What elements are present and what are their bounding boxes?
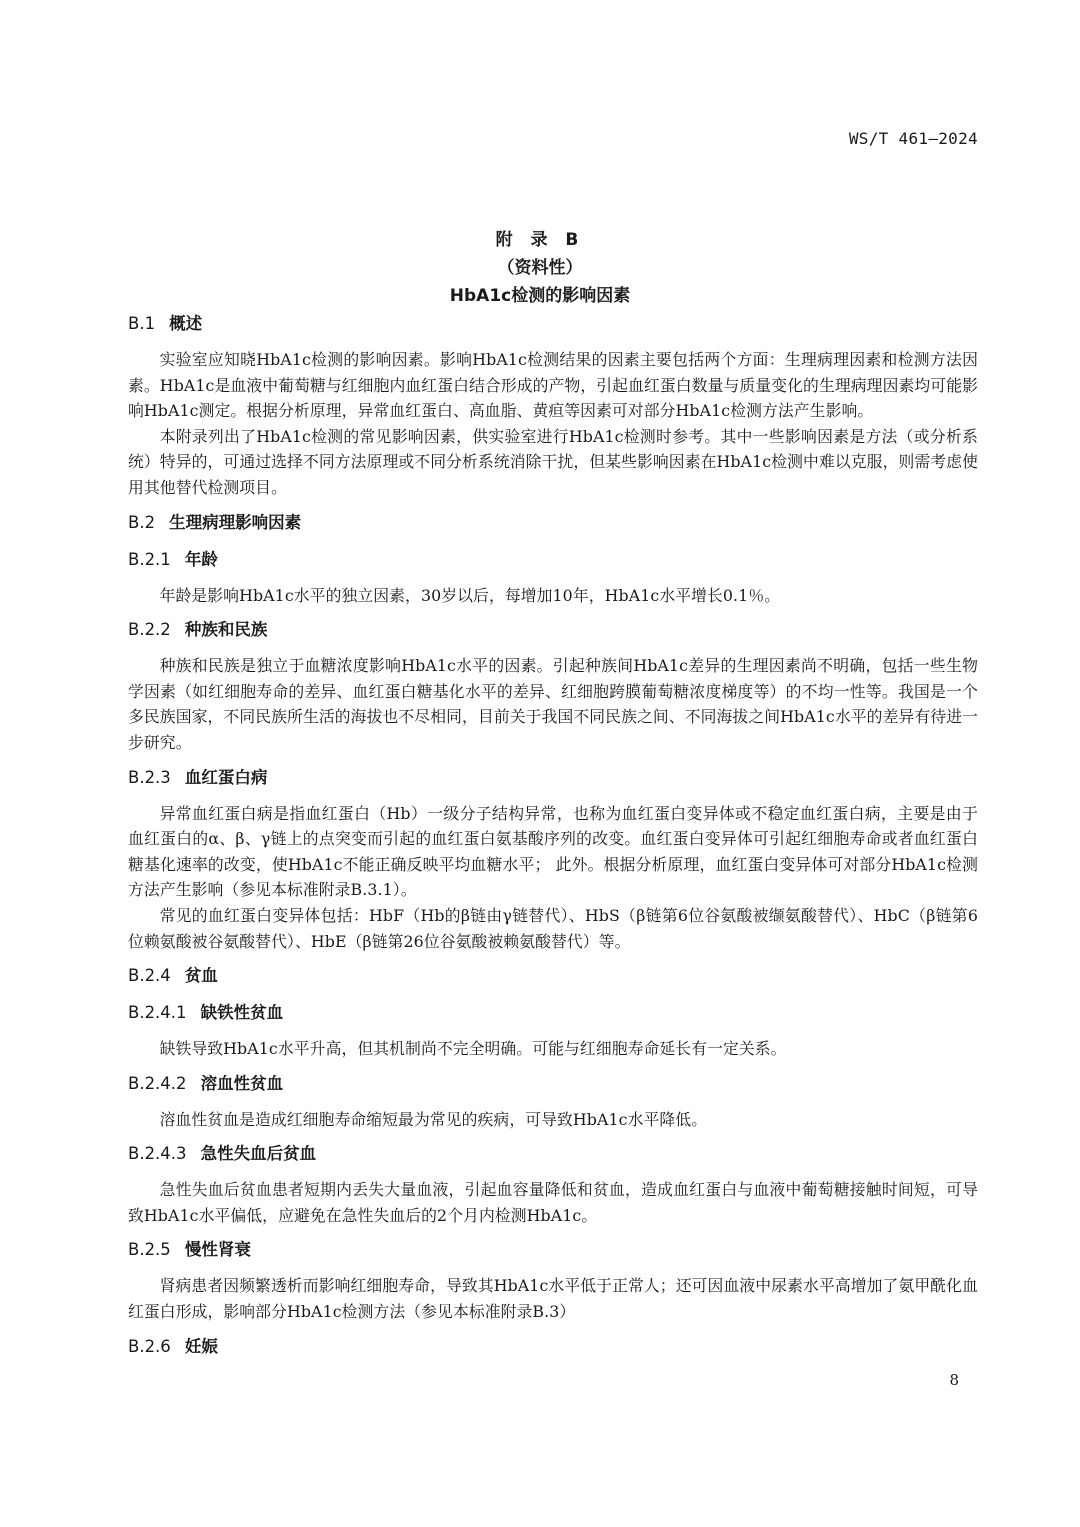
section-title: 慢性肾衰 [184,1240,251,1260]
page-number: 8 [949,1371,959,1389]
section-heading [128,999,978,1027]
section-title: 妊娠 [184,1336,218,1356]
section-heading [128,962,978,990]
section-number: B.2.4.2 [128,1073,187,1093]
section-title: 生理病理影响因素 [169,512,302,532]
appendix-label: 附 录 B [495,230,585,250]
section-heading [128,1070,978,1098]
paragraph: 种族和民族是独立于血糖浓度影响HbA1c水平的因素。引起种族间HbA1c差异的生理因素尚不明确，包括一些生物学因素（如红细胞寿命的差异、血红蛋白糖基化水平的差异、红细胞跨膜葡萄糖浓度梯度等）的不均一性等。我国是一个多民族国家，不同民族所生活的海拔也不尽相同，目前关于我国不同民族之间、不同海拔之间HbA1c水平的差异有待进一步研究。 [128,656,978,752]
paragraph: 肾病患者因频繁透析而影响红细胞寿命，导致其HbA1c水平低于正常人；还可因血液中尿素水平高增加了氨甲酰化血红蛋白形成，影响部分HbA1c检测方法（参见本标准附录B.3） [128,1276,978,1322]
section-heading [128,509,978,537]
section-number: B.2.1 [128,549,171,569]
section-title: 缺铁性贫血 [200,1003,284,1023]
section-title: 贫血 [184,966,218,986]
paragraph: 实验室应知晓HbA1c检测的影响因素。影响HbA1c检测结果的因素主要包括两个方面：生理病理因素和检测方法因素。HbA1c是血液中葡萄糖与红细胞内血红蛋白结合形成的产物，引起血红蛋白数量与质量变化的生理病理因素均可能影响HbA1c测定。根据分析原理，异常血红蛋白、高血脂、黄疸等因素可对部分HbA1c检测方法产生影响。 [128,350,978,421]
section-number: B.1 [128,314,156,333]
appendix-heading [0,226,1080,310]
section-number: B.2.3 [128,767,171,787]
paragraph: 本附录列出了HbA1c检测的常见影响因素，供实验室进行HbA1c检测时参考。其中一些影响因素是方法（或分析系统）特异的，可通过选择不同方法原理或不同分析系统消除干扰，但某些影响因素在HbA1c检测中难以克服，则需考虑使用其他替代检测项目。 [128,426,978,497]
section-heading [128,1140,978,1168]
section-heading [128,310,978,338]
paragraph: 缺铁导致HbA1c水平升高，但其机制尚不完全明确。可能与红细胞寿命延长有一定关系。 [159,1039,787,1059]
paragraph: 异常血红蛋白病是指血红蛋白（Hb）一级分子结构异常，也称为血红蛋白变异体或不稳定血红蛋白病，主要是由于血红蛋白的α、β、γ链上的点突变而引起的血红蛋白氨基酸序列的改变。血红蛋白变异体可引起红细胞寿命或者血红蛋白糖基化速率的改变，使HbA1c不能正确反映平均血糖水平； 此外。根据分析原理，血红蛋白变异体可对部分HbA1c检测方法产生影响（参见本标准附录B.3.1）。 [128,803,978,900]
paragraph: 急性失血后贫血患者短期内丢失大量血液，引起血容量降低和贫血，造成血红蛋白与血液中葡萄糖接触时间短，可导致HbA1c水平偏低，应避免在急性失血后的2个月内检测HbA1c。 [128,1180,978,1225]
section-title: 血红蛋白病 [184,767,268,787]
section-heading [128,616,978,644]
section-number: B.2.2 [128,620,171,640]
section-title: 年龄 [184,549,218,569]
section-title: 种族和民族 [184,620,268,640]
section-number: B.2.4.1 [128,1003,187,1023]
section-heading [128,1333,978,1361]
document-body [128,310,978,1361]
standard-code: WS/T 461—2024 [848,129,978,148]
section-heading [128,764,978,792]
section-number: B.2 [128,512,156,532]
section-number: B.2.5 [128,1240,171,1260]
paragraph: 溶血性贫血是造成红细胞寿命缩短最为常见的疾病，可导致HbA1c水平降低。 [159,1109,708,1129]
section-title: 急性失血后贫血 [200,1144,317,1164]
section-number: B.2.4 [128,966,171,986]
section-title: 概述 [169,314,203,333]
section-title: 溶血性贫血 [200,1073,284,1093]
paragraph: 年龄是影响HbA1c水平的独立因素，30岁以后，每增加10年，HbA1c水平增长0.1％。 [159,585,781,605]
appendix-nature: （资料性） [497,258,583,278]
appendix-title: HbA1c检测的影响因素 [449,286,631,306]
section-heading [128,546,978,574]
section-heading [128,1236,978,1264]
paragraph: 常见的血红蛋白变异体包括：HbF（Hb的β链由γ链替代）、HbS（β链第6位谷氨酸被缬氨酸替代）、HbC（β链第6位赖氨酸被谷氨酸替代）、HbE（β链第26位谷氨酸被赖氨酸替代）等。 [128,905,978,951]
section-number: B.2.4.3 [128,1144,187,1164]
section-number: B.2.6 [128,1336,171,1356]
